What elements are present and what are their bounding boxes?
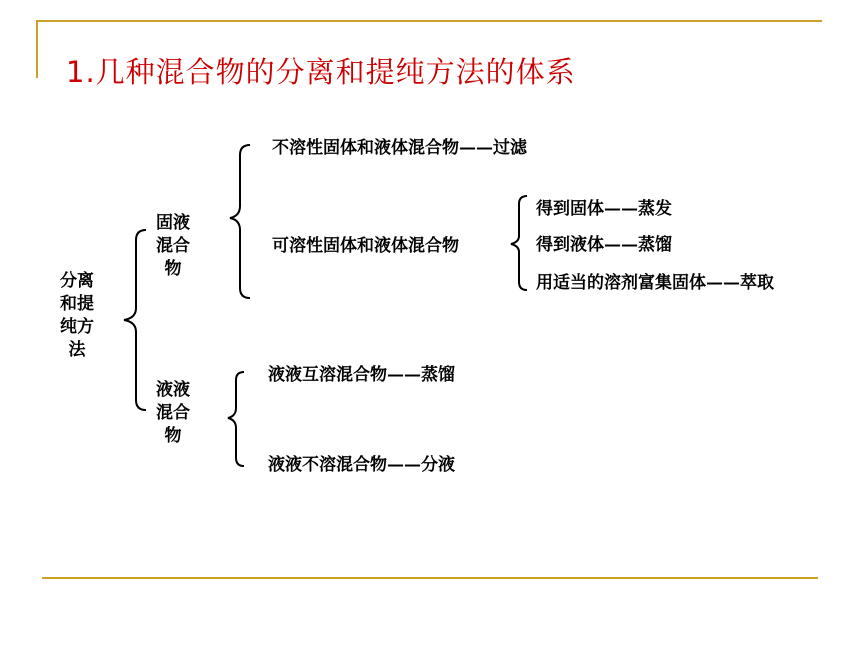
soluble-sub-bracket — [511, 196, 527, 290]
soluble-solid-item: 可溶性固体和液体混合物 — [272, 236, 459, 256]
immiscible-liquids-item: 液液不溶混合物——分液 — [268, 455, 455, 475]
solid-liquid-bracket — [230, 145, 250, 298]
insoluble-solid-item: 不溶性固体和液体混合物——过滤 — [272, 138, 527, 158]
slide-title: 1.几种混合物的分离和提纯方法的体系 — [66, 55, 576, 89]
get-liquid-item: 得到液体——蒸馏 — [536, 235, 672, 255]
liquid-liquid-label: 液液混合物 — [156, 380, 190, 446]
root-label: 分离和提纯方法 — [60, 271, 94, 360]
miscible-liquids-item: 液液互溶混合物——蒸馏 — [268, 365, 455, 385]
frame-bottom-line — [42, 577, 818, 579]
extraction-item: 用适当的溶剂富集固体——萃取 — [536, 273, 774, 293]
liquid-liquid-bracket — [228, 372, 244, 466]
solid-liquid-label: 固液混合物 — [156, 213, 190, 279]
get-solid-item: 得到固体——蒸发 — [536, 199, 672, 219]
root-bracket — [124, 230, 146, 410]
